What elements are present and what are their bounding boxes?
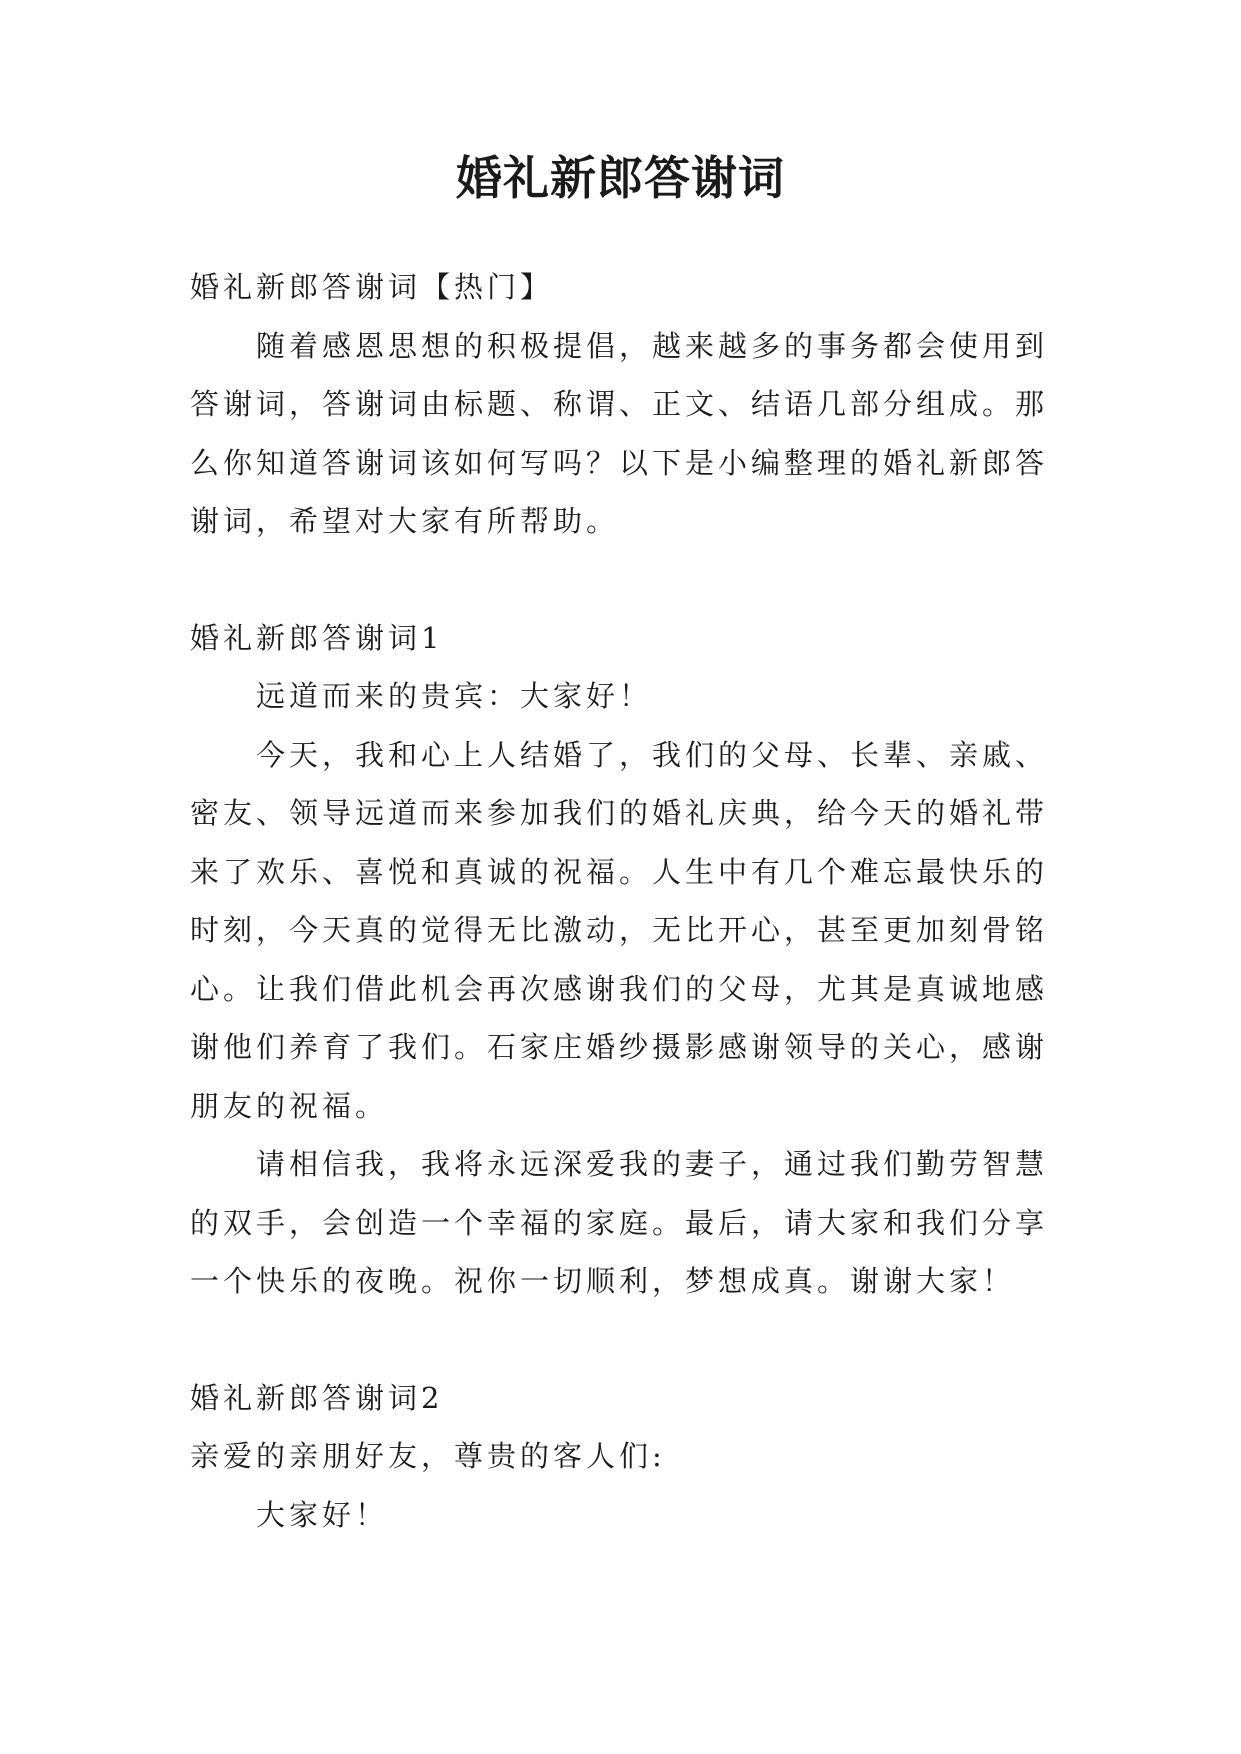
section1-heading: 婚礼新郎答谢词1 xyxy=(190,620,444,655)
section2-greeting: 大家好！ xyxy=(256,1497,389,1532)
intro-heading: 婚礼新郎答谢词【热门】 xyxy=(190,270,554,304)
document-body xyxy=(190,258,1058,1544)
section2-salutation: 亲爱的亲朋好友，尊贵的客人们: xyxy=(190,1439,666,1473)
section-spacer xyxy=(190,551,1058,609)
section-spacer xyxy=(190,1311,1058,1369)
intro-paragraph: 随着感恩思想的积极提倡，越来越多的事务都会使用到答谢词，答谢词由标题、称谓、正文、结语几部分组成。那么你知道答谢词该如何写吗？以下是小编整理的婚礼新郎答谢词，希望对大家有所帮助。 xyxy=(190,328,1049,538)
section1-greeting: 远道而来的贵宾：大家好！ xyxy=(256,679,653,713)
section1-paragraph-2: 请相信我，我将永远深爱我的妻子，通过我们勤劳智慧的双手，会创造一个幸福的家庭。最后，请大家和我们分享一个快乐的夜晚。祝你一切顺利，梦想成真。谢谢大家！ xyxy=(190,1147,1049,1298)
section1-paragraph-1: 今天，我和心上人结婚了，我们的父母、长辈、亲戚、密友、领导远道而来参加我们的婚礼庆典，给今天的婚礼带来了欢乐、喜悦和真诚的祝福。人生中有几个难忘最快乐的时刻，今天真的觉得无比激动，无比开心，甚至更加刻骨铭心。让我们借此机会再次感谢我们的父母，尤其是真诚地感谢他们养育了我们。石家庄婚纱摄影感谢领导的关心，感谢朋友的祝福。 xyxy=(190,737,1049,1123)
document-title: 婚礼新郎答谢词 xyxy=(456,151,785,205)
section2-heading: 婚礼新郎答谢词2 xyxy=(190,1380,444,1415)
